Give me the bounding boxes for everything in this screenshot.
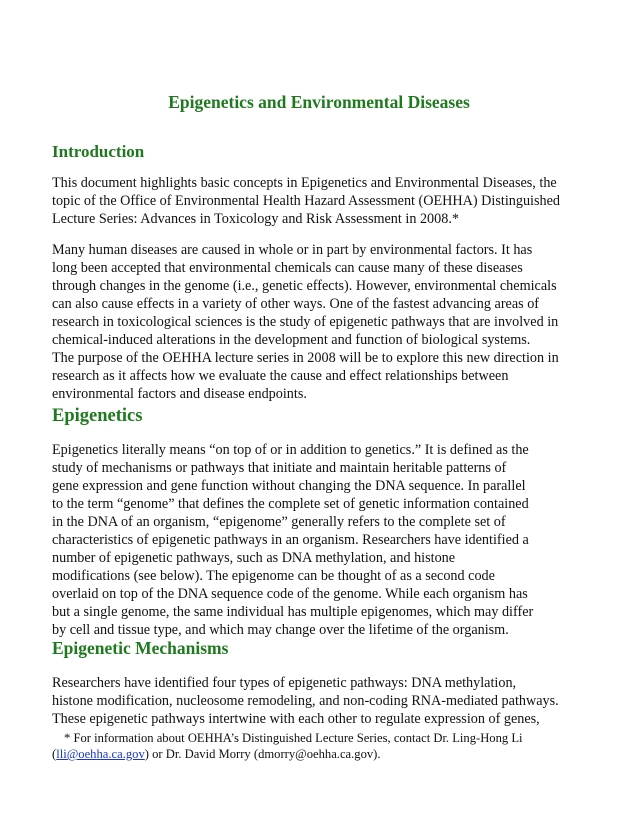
text-line: to the term “genome” that defines the complete set of genetic information contained	[52, 496, 529, 512]
text-line: can also cause effects in a variety of other ways. One of the fastest advancing areas of	[52, 296, 540, 312]
text-line: environmental factors and disease endpoints.	[52, 386, 307, 402]
footnote-line-2	[52, 746, 592, 762]
text-line: histone modification, nucleosome remodeling, and non-coding RNA-mediated pathways.	[52, 693, 559, 709]
text-line: The purpose of the OEHHA lecture series in 2008 will be to explore this new direction in	[52, 350, 559, 366]
heading-introduction: Introduction	[52, 142, 145, 161]
text-line: Many human diseases are caused in whole or in part by environmental factors. It has	[52, 242, 533, 258]
text-line: through changes in the genome (i.e., genetic effects). However, environmental chemicals	[52, 278, 557, 294]
text-line: by cell and tissue type, and which may change over the lifetime of the organism.	[52, 622, 509, 638]
email-link-li[interactable]: lli@oehha.ca.gov	[56, 747, 145, 761]
footnote-line-2-rest: ) or Dr. David Morry (dmorry@oehha.ca.gov).	[144, 747, 381, 761]
text-line: modifications (see below). The epigenome can be thought of as a second code	[52, 568, 495, 584]
text-line: but a single genome, the same individual has multiple epigenomes, which may differ	[52, 604, 534, 620]
text-line: research as it affects how we evaluate the cause and effect relationships between	[52, 368, 509, 384]
text-line: research in toxicological sciences is the study of epigenetic pathways that are involved in	[52, 314, 559, 330]
text-line: gene expression and gene function without changing the DNA sequence. In parallel	[52, 478, 526, 494]
text-line: topic of the Office of Environmental Health Hazard Assessment (OEHHA) Distinguished	[52, 193, 560, 209]
text-line: Lecture Series: Advances in Toxicology and Risk Assessment in 2008.*	[52, 211, 459, 227]
text-line: This document highlights basic concepts in Epigenetics and Environmental Diseases, the	[52, 175, 557, 191]
text-line: Epigenetics literally means “on top of or in addition to genetics.” It is defined as the	[52, 442, 529, 458]
text-line: in the DNA of an organism, “epigenome” generally refers to the complete set of	[52, 514, 506, 530]
text-line: chemical-induced alterations in the development and function of biological systems.	[52, 332, 531, 348]
intro-paragraph-2	[52, 241, 592, 403]
text-line: These epigenetic pathways intertwine with each other to regulate expression of genes,	[52, 711, 540, 727]
heading-epigenetic-mechanisms: Epigenetic Mechanisms	[52, 638, 229, 658]
text-line: overlaid on top of the DNA sequence code of the genome. While each organism has	[52, 586, 528, 602]
open-paren: (	[52, 747, 57, 761]
text-line: long been accepted that environmental chemicals can cause many of these diseases	[52, 260, 523, 276]
footnote-line-1: * For information about OEHHA’s Distinguished Lecture Series, contact Dr. Ling-Hong Li	[64, 731, 523, 745]
epigenetics-paragraph	[52, 441, 592, 639]
text-line: number of epigenetic pathways, such as DNA methylation, and histone	[52, 550, 456, 566]
heading-epigenetics: Epigenetics	[52, 406, 143, 426]
mechanisms-paragraph	[52, 674, 592, 728]
footnote	[52, 730, 592, 762]
text-line: characteristics of epigenetic pathways in an organism. Researchers have identified a	[52, 532, 529, 548]
document-title: Epigenetics and Environmental Diseases	[168, 92, 470, 112]
intro-paragraph-1	[52, 174, 592, 228]
text-line: Researchers have identified four types of epigenetic pathways: DNA methylation,	[52, 675, 517, 691]
text-line: study of mechanisms or pathways that initiate and maintain heritable patterns of	[52, 460, 507, 476]
